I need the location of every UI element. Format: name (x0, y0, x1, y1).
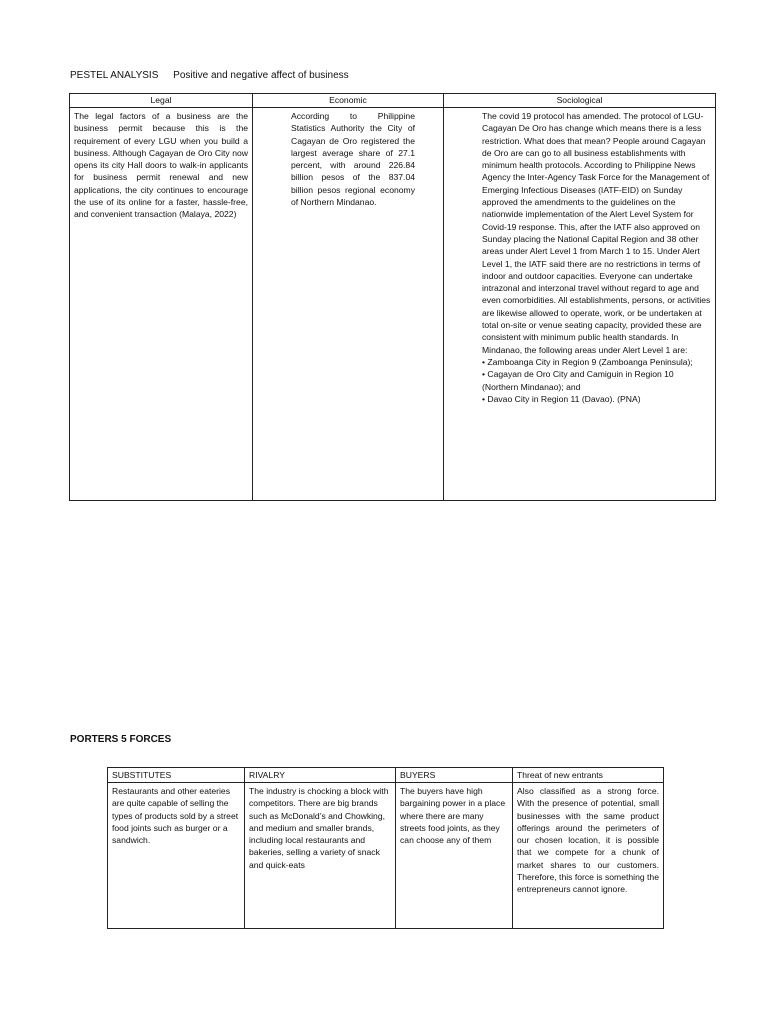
pestel-body-row (70, 108, 716, 501)
pestel-header-row (70, 94, 716, 108)
sociological-bullet: • Davao City in Region 11 (Davao). (PNA) (482, 393, 641, 404)
porters-header-new-entrants: Threat of new entrants (513, 768, 664, 783)
pestel-legal-cell: The legal factors of a business are the business permit because this is the requirement of every LGU when you build a business. Although Cagayan de Oro City now opens its city Hall doors to walk-in applicants for business permit renewal and new applications, the city continues to encourage the use of its online for a faster, hassle-free, and convenient transaction (Malaya, 2022) (70, 108, 253, 501)
sociological-bullet: • Cagayan de Oro City and Camiguin in Region 10 (Northern Mindanao); and (482, 369, 674, 392)
porters-new-entrants-cell: Also classified as a strong force. With the presence of potential, small businesses with the same product offerings around the perimeters of our chosen location, it is possible that we compete for a chunk of market shares to our customers. Therefore, this force is something the entrepreneurs cannot ignore. (513, 783, 664, 929)
pestel-header-legal: Legal (70, 94, 253, 108)
pestel-title: PESTEL ANALYSIS (70, 70, 159, 81)
porters-table (107, 767, 664, 929)
porters-header-substitutes: SUBSTITUTES (108, 768, 245, 783)
pestel-header-sociological: Sociological (444, 94, 716, 108)
pestel-table (69, 93, 716, 501)
pestel-sociological-cell (444, 108, 716, 501)
porters-substitutes-cell: Restaurants and other eateries are quite capable of selling the types of products sold by a street food joints such as burger or a sandwich. (108, 783, 245, 929)
porters-body-row (108, 783, 664, 929)
pestel-heading (70, 70, 349, 81)
sociological-paragraph: The covid 19 protocol has amended. The protocol of LGU-Cagayan De Oro has change which means there is a less restriction. What does that mean? People around Cagayan de Oro are can go to all business establishments with minimum health protocols. According to Philippine News Agency the Inter-Agency Task Force for the Management of Emerging Infectious Diseases (IATF-EID) on Sunday approved the amendments to the guidelines on the nationwide implementation of the Alert Level System for Covid-19 response. This, after the IATF also approved on Sunday placing the National Capital Region and 38 other areas under Alert Level 1 from March 1 to 15. Under Alert Level 1, the IATF said there are no restrictions in terms of indoor and outdoor capacities. Everyone can undertake intrazonal and interzonal travel without regard to age and even comorbidities. All establishments, persons, or activities are likewise allowed to operate, work, or be undertaken at total on-site or venue seating capacity, provided these are consistent with minimum public health standards. In Mindanao, the following areas under Alert Level 1 are: (482, 111, 711, 355)
sociological-bullet: • Zamboanga City in Region 9 (Zamboanga Peninsula); (482, 356, 693, 367)
porters-rivalry-cell: The industry is chocking a block with competitors. There are big brands such as McDonald’s and Chowking, and medium and smaller brands, including local restaurants and bakeries, selling a variety of snack and quick-eats (245, 783, 396, 929)
porters-buyers-cell: The buyers have high bargaining power in a place where there are many streets food joints, as they can choose any of them (396, 783, 513, 929)
pestel-subtitle: Positive and negative affect of business (173, 70, 349, 81)
porters-header-buyers: BUYERS (396, 768, 513, 783)
porters-header-row (108, 768, 664, 783)
pestel-economic-cell: According to Philippine Statistics Authority the City of Cagayan de Oro registered the largest average share of 27.1 percent, with around 226.84 billion pesos of the 837.04 billion pesos regional economy of Northern Mindanao. (253, 108, 444, 501)
porters-header-rivalry: RIVALRY (245, 768, 396, 783)
pestel-header-economic: Economic (253, 94, 444, 108)
porters-heading: PORTERS 5 FORCES (70, 734, 172, 745)
